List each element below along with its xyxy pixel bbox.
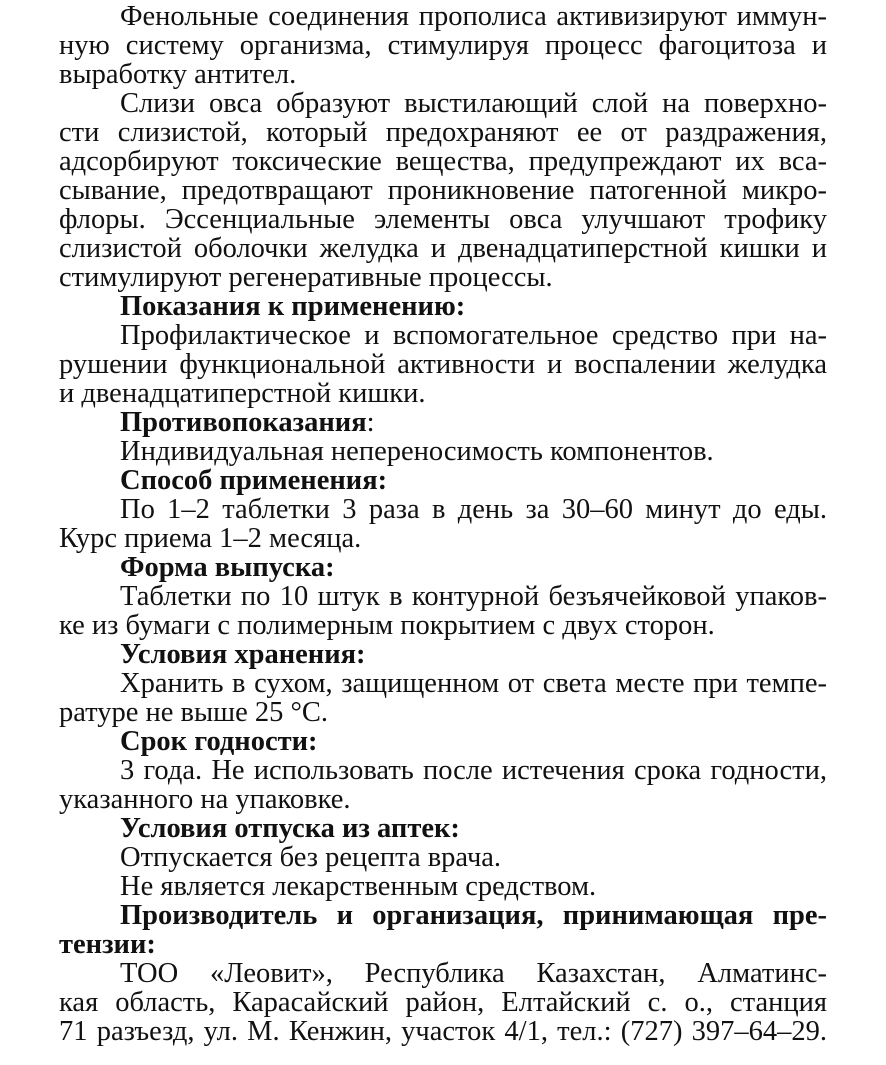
section-body-form: [59, 582, 827, 640]
text-line: Слизи овса образуют выстилающий слой на поверхно-: [120, 88, 827, 119]
section-body-dispensing: [59, 843, 827, 901]
text-line: Индивидуальная непереносимость компонентов.: [120, 436, 714, 467]
section-heading-shelf-life: [59, 727, 827, 756]
heading-text: Форма выпуска:: [120, 552, 335, 583]
heading-text: Способ применения:: [120, 465, 388, 496]
section-heading-indications: [59, 292, 827, 321]
paragraph-oat: [59, 89, 827, 292]
text-line: Профилактическое и вспомогательное средство при на-: [120, 320, 827, 351]
text-line: кая область, Карасайский район, Елтайский с. о., станция: [59, 987, 827, 1018]
section-body-indications: [59, 321, 827, 408]
text-line: Хранить в сухом, защищенном от света месте при темпе-: [120, 668, 827, 699]
heading-text: Показания к применению:: [120, 291, 466, 322]
text-line: адсорбируют токсические вещества, предупреждают их вса-: [59, 146, 827, 177]
heading-text: Условия хранения:: [120, 639, 366, 670]
text-line: Отпускается без рецепта врача.: [120, 842, 502, 873]
heading-text: Условия отпуска из аптек:: [120, 813, 460, 844]
section-body-contraindications: [59, 437, 827, 466]
text-line: По 1–2 таблетки 3 раза в день за 30–60 минут до еды.: [120, 494, 827, 525]
section-heading-usage: [59, 466, 827, 495]
text-line: Не является лекарственным средством.: [120, 871, 597, 902]
section-heading-dispensing: [59, 814, 827, 843]
section-body-shelf-life: [59, 756, 827, 814]
text-line: Курс приема 1–2 месяца.: [59, 523, 362, 554]
text-line: ке из бумаги с полимерным покрытием с двух сторон.: [59, 610, 715, 641]
text-line: сывание, предотвращают проникновение патогенной микро-: [59, 175, 827, 206]
text-line: ную систему организма, стимулируя процесс фагоцитоза и: [59, 30, 827, 61]
text-line: и двенадцатиперстной кишки.: [59, 378, 426, 409]
heading-text: Противопоказания: [120, 407, 367, 438]
text-line: слизистой оболочки желудка и двенадцатиперстной кишки и: [59, 233, 827, 264]
section-body-manufacturer: [59, 959, 827, 1046]
section-heading-storage: [59, 640, 827, 669]
section-body-storage: [59, 669, 827, 727]
text-line: ратуре не выше 25 °С.: [59, 697, 329, 728]
text-line: стимулируют регенеративные процессы.: [59, 262, 553, 293]
section-heading-contraindications: [59, 408, 827, 437]
heading-text: Срок годности:: [120, 726, 318, 757]
document-page: [59, 2, 827, 1046]
text-line: Таблетки по 10 штук в контурной безъячейковой упаков-: [120, 581, 827, 612]
heading-line: [59, 408, 827, 437]
text-line: Фенольные соединения прополиса активизируют иммун-: [120, 1, 827, 32]
heading-suffix: :: [366, 407, 375, 438]
section-body-usage: [59, 495, 827, 553]
heading-text: тензии:: [59, 929, 156, 960]
text-line: флоры. Эссенциальные элементы овса улучшают трофику: [59, 204, 827, 235]
heading-text: Производитель и организация, принимающая пре-: [120, 900, 827, 931]
text-line: сти слизистой, который предохраняют ее от раздражения,: [59, 117, 827, 148]
text-line: указанного на упаковке.: [59, 784, 351, 815]
text-line: рушении функциональной активности и воспалении желудка: [59, 349, 827, 380]
paragraph-phenol: [59, 2, 827, 89]
section-heading-form: [59, 553, 827, 582]
text-line: 71 разъезд, ул. М. Кенжин, участок 4/1, тел.: (727) 397–64–29.: [59, 1016, 827, 1047]
text-line: выработку антител.: [59, 59, 297, 90]
text-line: 3 года. Не использовать после истечения срока годности,: [120, 755, 827, 786]
section-heading-manufacturer: [59, 901, 827, 959]
text-line: ТОО «Леовит», Республика Казахстан, Алматинс-: [120, 958, 827, 989]
